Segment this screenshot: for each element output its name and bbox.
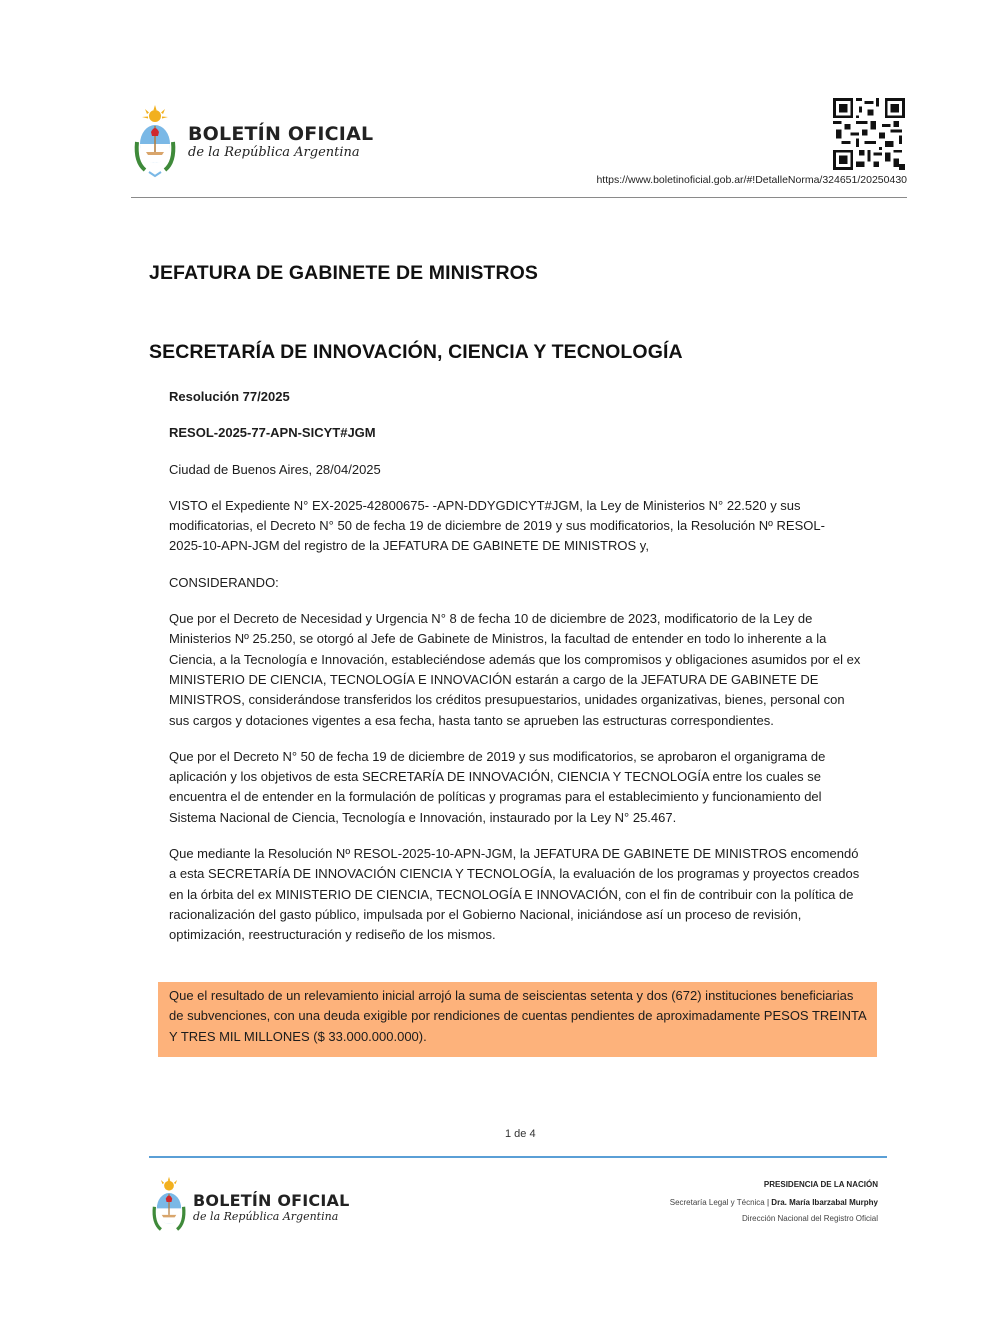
secretariat-heading: SECRETARÍA DE INNOVACIÓN, CIENCIA Y TECNOLOGÍA: [149, 341, 683, 363]
considerando-paragraph: Que mediante la Resolución Nº RESOL-2025-10-APN-JGM, la JEFATURA DE GABINETE DE MINISTROS encomendó a esta SECRETARÍA DE INNOVACIÓN CIENCIA Y TECNOLOGÍA, la evaluación de los programas y proyectos creados en la órbita del ex MINISTERIO DE CIENCIA, TECNOLOGÍA E INNOVACIÓN, con el fin de contribuir con la política de racionalización del gasto público, impulsada por el Gobierno Nacional, iniciándose así un proceso de revisión, optimización, reestructuración y rediseño de los mismos.: [169, 846, 860, 943]
footer-credits: [618, 1180, 878, 1223]
considerando-paragraph: Que por el Decreto N° 50 de fecha 19 de diciembre de 2019 y sus modificatorios, se aprobaron el organigrama de aplicación y los objetivos de esta SECRETARÍA DE INNOVACIÓN, CIENCIA Y TECNOLOGÍA entre los cuales se encuentra el de entender en la formulación de políticas y programas para el establecimiento y funcionamiento del Sistema Nacional de Ciencia, Tecnología e Innovación, instaurado por la Ley N° 25.467.: [169, 748, 826, 825]
considerando-label: CONSIDERANDO:: [169, 574, 279, 590]
footer-brand-subtitle: de la República Argentina: [193, 1209, 339, 1223]
header-divider: [131, 197, 907, 198]
place-date: Ciudad de Buenos Aires, 28/04/2025: [169, 461, 381, 477]
secretariat-label: Secretaría Legal y Técnica: [669, 1198, 765, 1207]
visto-paragraph: VISTO el Expediente N° EX-2025-42800675- -APN-DDYGDICYT#JGM, la Ley de Ministerios N° 22.520 y sus modificatorias, el Decreto N° 50 de fecha 19 de diciembre de 2019 y sus modificatorios, la Resolución Nº RESOL-2025-10-APN-JGM del registro de la JEFATURA DE GABINETE DE MINISTROS y,: [169, 497, 825, 554]
document-body: [169, 387, 869, 946]
presidency-label: PRESIDENCIA DE LA NACIÓN: [763, 1180, 878, 1189]
footer-divider: [149, 1156, 887, 1158]
document-url[interactable]: https://www.boletinoficial.gob.ar/#!DetalleNorma/324651/20250430: [596, 174, 907, 186]
resolution-code: RESOL-2025-77-APN-SICYT#JGM: [169, 425, 376, 441]
resolution-title: Resolución 77/2025: [169, 389, 290, 404]
qr-code-icon: [833, 98, 905, 170]
boletin-oficial-logo: [132, 104, 373, 176]
coat-of-arms-icon: [150, 1176, 188, 1236]
highlighted-paragraph-box: [158, 982, 877, 1057]
coat-of-arms-icon: [132, 104, 178, 176]
organization-heading: JEFATURA DE GABINETE DE MINISTROS: [149, 262, 538, 284]
directorate-label: Dirección Nacional del Registro Oficial: [741, 1214, 878, 1223]
separator: |: [766, 1198, 770, 1207]
secretariat-line: [618, 1198, 878, 1207]
considerando-paragraph: Que por el Decreto de Necesidad y Urgencia N° 8 de fecha 10 de diciembre de 2023, modificatorio de la Ley de Ministerios Nº 25.250, se otorgó al Jefe de Gabinete de Ministros, la facultad de entender en todo lo inherente a la Ciencia, a la Tecnología e Innovación, estableciéndose además que los compromisos y obligaciones asumidos por el ex MINISTERIO DE CIENCIA, TECNOLOGÍA E INNOVACIÓN estarán a cargo de la JEFATURA DE GABINETE DE MINISTROS, considerándose transferidos los créditos presupuestarios, unidades organizativas, bienes, personal con sus cargos y dotaciones vigentes a esa fecha, hasta tanto se aprueben las estructuras correspondientes.: [169, 611, 861, 728]
brand-title: BOLETÍN OFICIAL: [188, 123, 374, 145]
footer-brand-title: BOLETÍN OFICIAL: [193, 1190, 350, 1210]
official-name: Dra. María Ibarzabal Murphy: [771, 1198, 878, 1207]
footer-boletin-oficial-logo: [150, 1176, 350, 1236]
brand-subtitle: de la República Argentina: [188, 145, 360, 160]
page-indicator: 1 de 4: [505, 1128, 536, 1140]
highlighted-paragraph: Que el resultado de un relevamiento inicial arrojó la suma de seiscientas setenta y dos (672) instituciones beneficiarias de subvenciones, con una deuda exigible por rendiciones de cuentas pendientes de aproximadamente PESOS TREINTA Y TRES MIL MILLONES ($ 33.000.000.000).: [169, 988, 866, 1044]
